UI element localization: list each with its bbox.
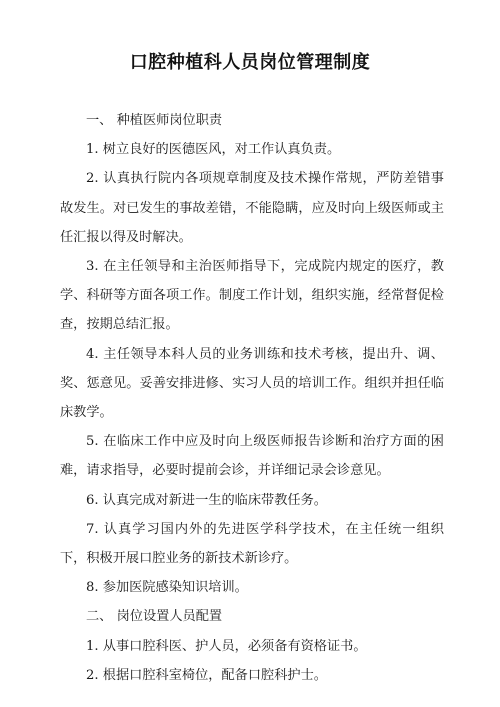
paragraph: 2. 认真执行院内各项规章制度及技术操作常规，严防差错事故发生。对已发生的事故差错，不能隐瞒，应及时向上级医师或主任汇报以得及时解决。 bbox=[60, 171, 444, 245]
paragraph: 3. 在主任领导和主治医师指导下，完成院内规定的医疗，教学、科研等方面各项工作。制度工作计划，组织实施，经常督促检查，按期总结汇报。 bbox=[60, 259, 444, 333]
paragraph: 1. 树立良好的医德医风，对工作认真负责。 bbox=[86, 142, 341, 158]
section-heading: 二、 岗位设置人员配置 bbox=[86, 609, 223, 625]
section-heading: 一、 种植医师岗位职责 bbox=[86, 113, 223, 128]
paragraph: 1. 从事口腔科医、护人员，必须备有资格证书。 bbox=[86, 638, 367, 654]
paragraph: 8. 参加医院感染知识培训。 bbox=[86, 580, 248, 596]
paragraph: 7. 认真学习国内外的先进医学科学技术，在主任统一组织下，积极开展口腔业务的新技术新诊疗。 bbox=[60, 521, 444, 567]
document-title: 口腔种植科人员岗位管理制度 bbox=[129, 52, 371, 73]
paragraph: 6. 认真完成对新进一生的临床带教任务。 bbox=[86, 492, 327, 508]
paragraph: 4. 主任领导本科人员的业务训练和技术考核，提出升、调、奖、惩意见。妥善安排进修、实习人员的培训工作。组织并担任临床教学。 bbox=[60, 346, 444, 421]
paragraph: 2. 根据口腔科室椅位，配备口腔科护士。 bbox=[86, 667, 327, 683]
paragraph: 5. 在临床工作中应及时向上级医师报告诊断和治疗方面的困难，请求指导，必要时提前会诊，并详细记录会诊意见。 bbox=[60, 434, 444, 479]
document-body bbox=[60, 106, 444, 690]
